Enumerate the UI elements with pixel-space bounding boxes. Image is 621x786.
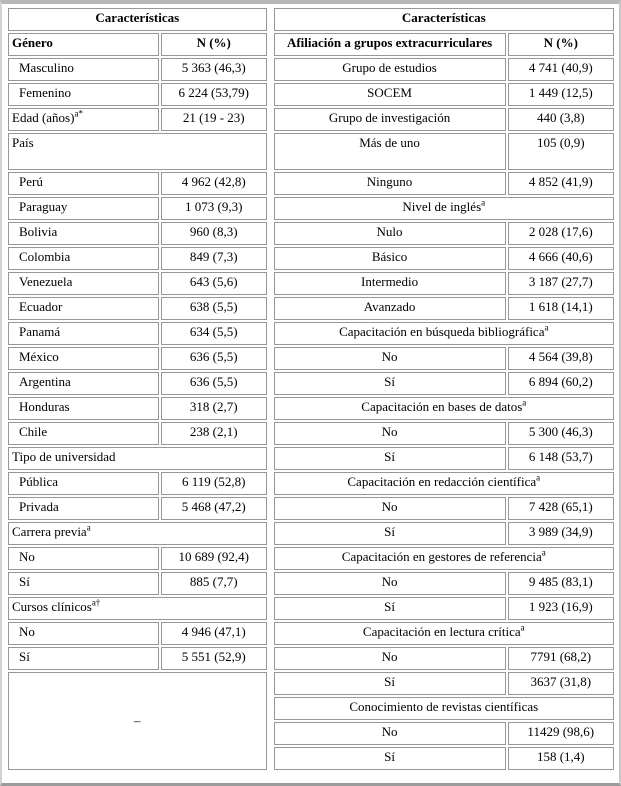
row-value-cell: 6 894 (60,2) — [508, 372, 614, 395]
row-label-text: Tipo de universidad — [12, 449, 116, 464]
row-value-cell: 6 148 (53,7) — [508, 447, 614, 470]
row-value-cell: 440 (3,8) — [508, 108, 614, 131]
table-row — [274, 547, 614, 570]
row-value-cell: 1 073 (9,3) — [161, 197, 267, 220]
table-row — [274, 472, 614, 495]
row-value-cell: 11429 (98,6) — [508, 722, 614, 745]
section-header-cell — [274, 397, 614, 420]
table-row — [274, 322, 614, 345]
row-label-text: Sí — [19, 574, 30, 589]
row-label-cell — [8, 108, 159, 131]
row-label-cell — [8, 247, 159, 270]
row-label-cell — [274, 422, 506, 445]
table-title-cell: Características — [274, 8, 614, 31]
table-row — [274, 372, 614, 395]
table-row — [8, 572, 267, 595]
table-row — [274, 272, 614, 295]
section-header-cell — [274, 322, 614, 345]
row-label-text: Sí — [384, 599, 395, 614]
row-label-cell — [8, 322, 159, 345]
table-row — [274, 422, 614, 445]
section-header-cell — [274, 472, 614, 495]
row-label-text: Ecuador — [19, 299, 63, 314]
row-label-cell — [8, 547, 159, 570]
row-value-cell: 5 300 (46,3) — [508, 422, 614, 445]
row-label-cell — [274, 133, 506, 170]
footnote-marker: a — [522, 397, 527, 408]
row-label-cell — [8, 272, 159, 295]
row-label-text: No — [19, 549, 35, 564]
row-label-cell — [274, 83, 506, 106]
row-label-cell — [274, 447, 506, 470]
row-label-text: Avanzado — [363, 299, 416, 314]
table-row — [274, 672, 614, 695]
footnote-marker: a* — [74, 108, 83, 119]
table-row — [274, 747, 614, 770]
row-value-cell: 634 (5,5) — [161, 322, 267, 345]
row-label-text: Honduras — [19, 399, 70, 414]
row-label-text: Sí — [19, 649, 30, 664]
row-label-text: País — [12, 135, 34, 150]
row-label-cell — [274, 722, 506, 745]
row-label-text: Masculino — [19, 60, 74, 75]
row-label-cell — [8, 622, 159, 645]
column-header-value: N (%) — [508, 33, 614, 56]
row-label-text: No — [19, 624, 35, 639]
row-label-cell — [274, 647, 506, 670]
row-label-cell — [274, 497, 506, 520]
table-row — [274, 108, 614, 131]
footnote-marker: a — [481, 197, 486, 208]
row-label-cell — [274, 58, 506, 81]
row-label-text: Capacitación en lectura crítica — [362, 624, 521, 639]
row-value-cell: 7 428 (65,1) — [508, 497, 614, 520]
row-label-cell — [8, 397, 159, 420]
row-label-cell — [274, 108, 506, 131]
row-value-cell: 4 962 (42,8) — [161, 172, 267, 195]
row-value-cell: 238 (2,1) — [161, 422, 267, 445]
table-title-row — [8, 8, 267, 31]
row-label-text: No — [381, 499, 398, 514]
row-value-cell: 4 852 (41,9) — [508, 172, 614, 195]
table-row — [274, 572, 614, 595]
column-header-label: Género — [8, 33, 159, 56]
row-value-cell: 105 (0,9) — [508, 133, 614, 170]
table-row — [8, 83, 267, 106]
row-label-text: Grupo de investigación — [328, 110, 451, 125]
row-label-text: Chile — [19, 424, 48, 439]
row-label-cell — [8, 222, 159, 245]
row-label-cell — [8, 472, 159, 495]
column-header-row — [8, 33, 267, 56]
row-label-text: Privada — [19, 499, 59, 514]
row-label-text: Perú — [19, 174, 43, 189]
row-label-text: Carrera previa — [12, 524, 87, 539]
row-label-text: Argentina — [19, 374, 71, 389]
row-value-cell: 2 028 (17,6) — [508, 222, 614, 245]
table-row — [274, 297, 614, 320]
table-row — [274, 133, 614, 170]
row-label-cell — [8, 422, 159, 445]
table-row — [274, 497, 614, 520]
row-value-cell: 849 (7,3) — [161, 247, 267, 270]
section-header-cell — [274, 197, 614, 220]
row-label-cell — [8, 58, 159, 81]
row-value-cell: 6 224 (53,79) — [161, 83, 267, 106]
row-label-text: Conocimiento de revistas científicas — [349, 699, 539, 714]
row-value-cell: 9 485 (83,1) — [508, 572, 614, 595]
row-value-cell: 158 (1,4) — [508, 747, 614, 770]
row-label-text: Básico — [371, 249, 408, 264]
table-row — [8, 197, 267, 220]
table-row — [274, 622, 614, 645]
column-header-label: Afiliación a grupos extracurriculares — [274, 33, 506, 56]
row-label-cell — [274, 347, 506, 370]
row-label-cell — [8, 372, 159, 395]
row-label-text: Paraguay — [19, 199, 68, 214]
row-value-cell: 3 187 (27,7) — [508, 272, 614, 295]
row-label-text: México — [19, 349, 59, 364]
row-value-cell: 3 989 (34,9) — [508, 522, 614, 545]
section-header-cell — [8, 597, 267, 620]
row-label-text: Más de uno — [359, 135, 420, 150]
table-row — [8, 547, 267, 570]
row-value-cell: 4 741 (40,9) — [508, 58, 614, 81]
table-row — [8, 597, 267, 620]
row-value-cell: 318 (2,7) — [161, 397, 267, 420]
table-row — [8, 622, 267, 645]
table-row — [8, 397, 267, 420]
table-row — [8, 672, 267, 770]
row-value-cell: 636 (5,5) — [161, 347, 267, 370]
table-row — [8, 472, 267, 495]
row-label-text: Panamá — [19, 324, 61, 339]
table-row — [274, 697, 614, 720]
table-row — [274, 347, 614, 370]
row-label-cell — [274, 297, 506, 320]
row-value-cell: 960 (8,3) — [161, 222, 267, 245]
row-label-text: Capacitación en gestores de referencia — [341, 549, 542, 564]
row-label-cell — [274, 172, 506, 195]
row-label-cell — [274, 222, 506, 245]
column-header-row — [274, 33, 614, 56]
table-row — [8, 247, 267, 270]
row-label-text: No — [381, 574, 398, 589]
table-row — [274, 722, 614, 745]
section-header-cell — [274, 547, 614, 570]
table-title-row — [274, 8, 614, 31]
table-row — [274, 83, 614, 106]
table-row — [274, 597, 614, 620]
table-row — [8, 58, 267, 81]
footnote-marker: a — [541, 547, 546, 558]
row-label-cell — [274, 372, 506, 395]
column-header-value: N (%) — [161, 33, 267, 56]
row-label-cell — [8, 497, 159, 520]
row-label-text: No — [381, 349, 398, 364]
row-label-text: Nivel de inglés — [402, 199, 482, 214]
table-row — [8, 372, 267, 395]
row-label-cell — [8, 172, 159, 195]
row-label-text: Sí — [384, 374, 395, 389]
footnote-marker: a — [544, 322, 549, 333]
row-label-cell — [8, 83, 159, 106]
row-value-cell: 4 564 (39,8) — [508, 347, 614, 370]
table-row — [8, 522, 267, 545]
row-value-cell: 5 363 (46,3) — [161, 58, 267, 81]
row-label-text: Bolivia — [19, 224, 58, 239]
table-row — [274, 172, 614, 195]
footnote-marker: a† — [91, 597, 101, 608]
row-value-cell: 1 449 (12,5) — [508, 83, 614, 106]
table-row — [274, 647, 614, 670]
row-label-text: Ninguno — [366, 174, 413, 189]
row-label-cell — [8, 347, 159, 370]
table-row — [274, 247, 614, 270]
row-value-cell: 10 689 (92,4) — [161, 547, 267, 570]
table-row — [274, 397, 614, 420]
row-label-cell — [274, 572, 506, 595]
row-label-text: Sí — [384, 524, 395, 539]
row-label-text: Sí — [384, 749, 395, 764]
table-row — [8, 222, 267, 245]
row-label-text: Colombia — [19, 249, 71, 264]
row-label-text: Femenino — [19, 85, 71, 100]
characteristics-table-right — [272, 6, 616, 772]
table-row — [274, 222, 614, 245]
section-header-cell — [8, 522, 267, 545]
empty-dash-cell: – — [8, 672, 267, 770]
row-label-cell — [274, 672, 506, 695]
table-row — [8, 322, 267, 345]
row-label-text: Grupo de estudios — [342, 60, 437, 75]
table-row — [274, 58, 614, 81]
row-value-cell: 885 (7,7) — [161, 572, 267, 595]
row-value-cell: 5 551 (52,9) — [161, 647, 267, 670]
row-value-cell: 3637 (31,8) — [508, 672, 614, 695]
row-value-cell: 4 946 (47,1) — [161, 622, 267, 645]
row-label-cell — [8, 572, 159, 595]
section-header-cell — [8, 133, 267, 170]
table-row — [8, 447, 267, 470]
row-label-cell — [274, 747, 506, 770]
row-label-text: Venezuela — [19, 274, 73, 289]
table-row — [8, 297, 267, 320]
table-row — [8, 133, 267, 170]
table-row — [274, 197, 614, 220]
row-value-cell: 7791 (68,2) — [508, 647, 614, 670]
row-label-text: Capacitación en búsqueda bibliográfica — [339, 324, 545, 339]
section-header-cell — [8, 447, 267, 470]
table-row — [8, 347, 267, 370]
table-row — [8, 108, 267, 131]
row-label-text: No — [381, 724, 398, 739]
row-label-text: No — [381, 424, 398, 439]
row-label-cell — [274, 522, 506, 545]
table-row — [274, 522, 614, 545]
tables-container — [6, 6, 616, 772]
row-value-cell: 643 (5,6) — [161, 272, 267, 295]
row-label-cell — [8, 197, 159, 220]
row-label-text: Cursos clínicos — [12, 599, 92, 614]
table-row — [8, 272, 267, 295]
row-label-cell — [274, 247, 506, 270]
table-row — [8, 647, 267, 670]
row-value-cell: 636 (5,5) — [161, 372, 267, 395]
row-label-text: Capacitación en redacción científica — [347, 474, 537, 489]
footnote-marker: a — [520, 622, 525, 633]
row-value-cell: 4 666 (40,6) — [508, 247, 614, 270]
row-label-cell — [8, 647, 159, 670]
row-value-cell: 5 468 (47,2) — [161, 497, 267, 520]
row-label-cell — [274, 272, 506, 295]
row-label-text: Sí — [384, 449, 395, 464]
row-label-text: SOCEM — [367, 85, 412, 100]
footnote-marker: a — [536, 472, 541, 483]
row-label-text: Intermedio — [361, 274, 419, 289]
row-label-text: Pública — [19, 474, 58, 489]
table-row — [8, 497, 267, 520]
row-value-cell: 6 119 (52,8) — [161, 472, 267, 495]
footnote-marker: a — [86, 522, 91, 533]
row-label-text: No — [381, 649, 398, 664]
row-label-text: Capacitación en bases de datos — [361, 399, 523, 414]
row-value-cell: 21 (19 - 23) — [161, 108, 267, 131]
row-label-text: Edad (años) — [12, 110, 75, 125]
row-label-cell — [274, 597, 506, 620]
table-row — [8, 172, 267, 195]
table-row — [8, 422, 267, 445]
row-label-cell — [8, 297, 159, 320]
row-value-cell: 1 923 (16,9) — [508, 597, 614, 620]
row-label-text: Sí — [384, 674, 395, 689]
section-header-cell — [274, 697, 614, 720]
table-title-cell: Características — [8, 8, 267, 31]
characteristics-table-left — [6, 6, 269, 772]
row-value-cell: 638 (5,5) — [161, 297, 267, 320]
section-header-cell — [274, 622, 614, 645]
row-value-cell: 1 618 (14,1) — [508, 297, 614, 320]
row-label-text: Nulo — [376, 224, 403, 239]
table-row — [274, 447, 614, 470]
